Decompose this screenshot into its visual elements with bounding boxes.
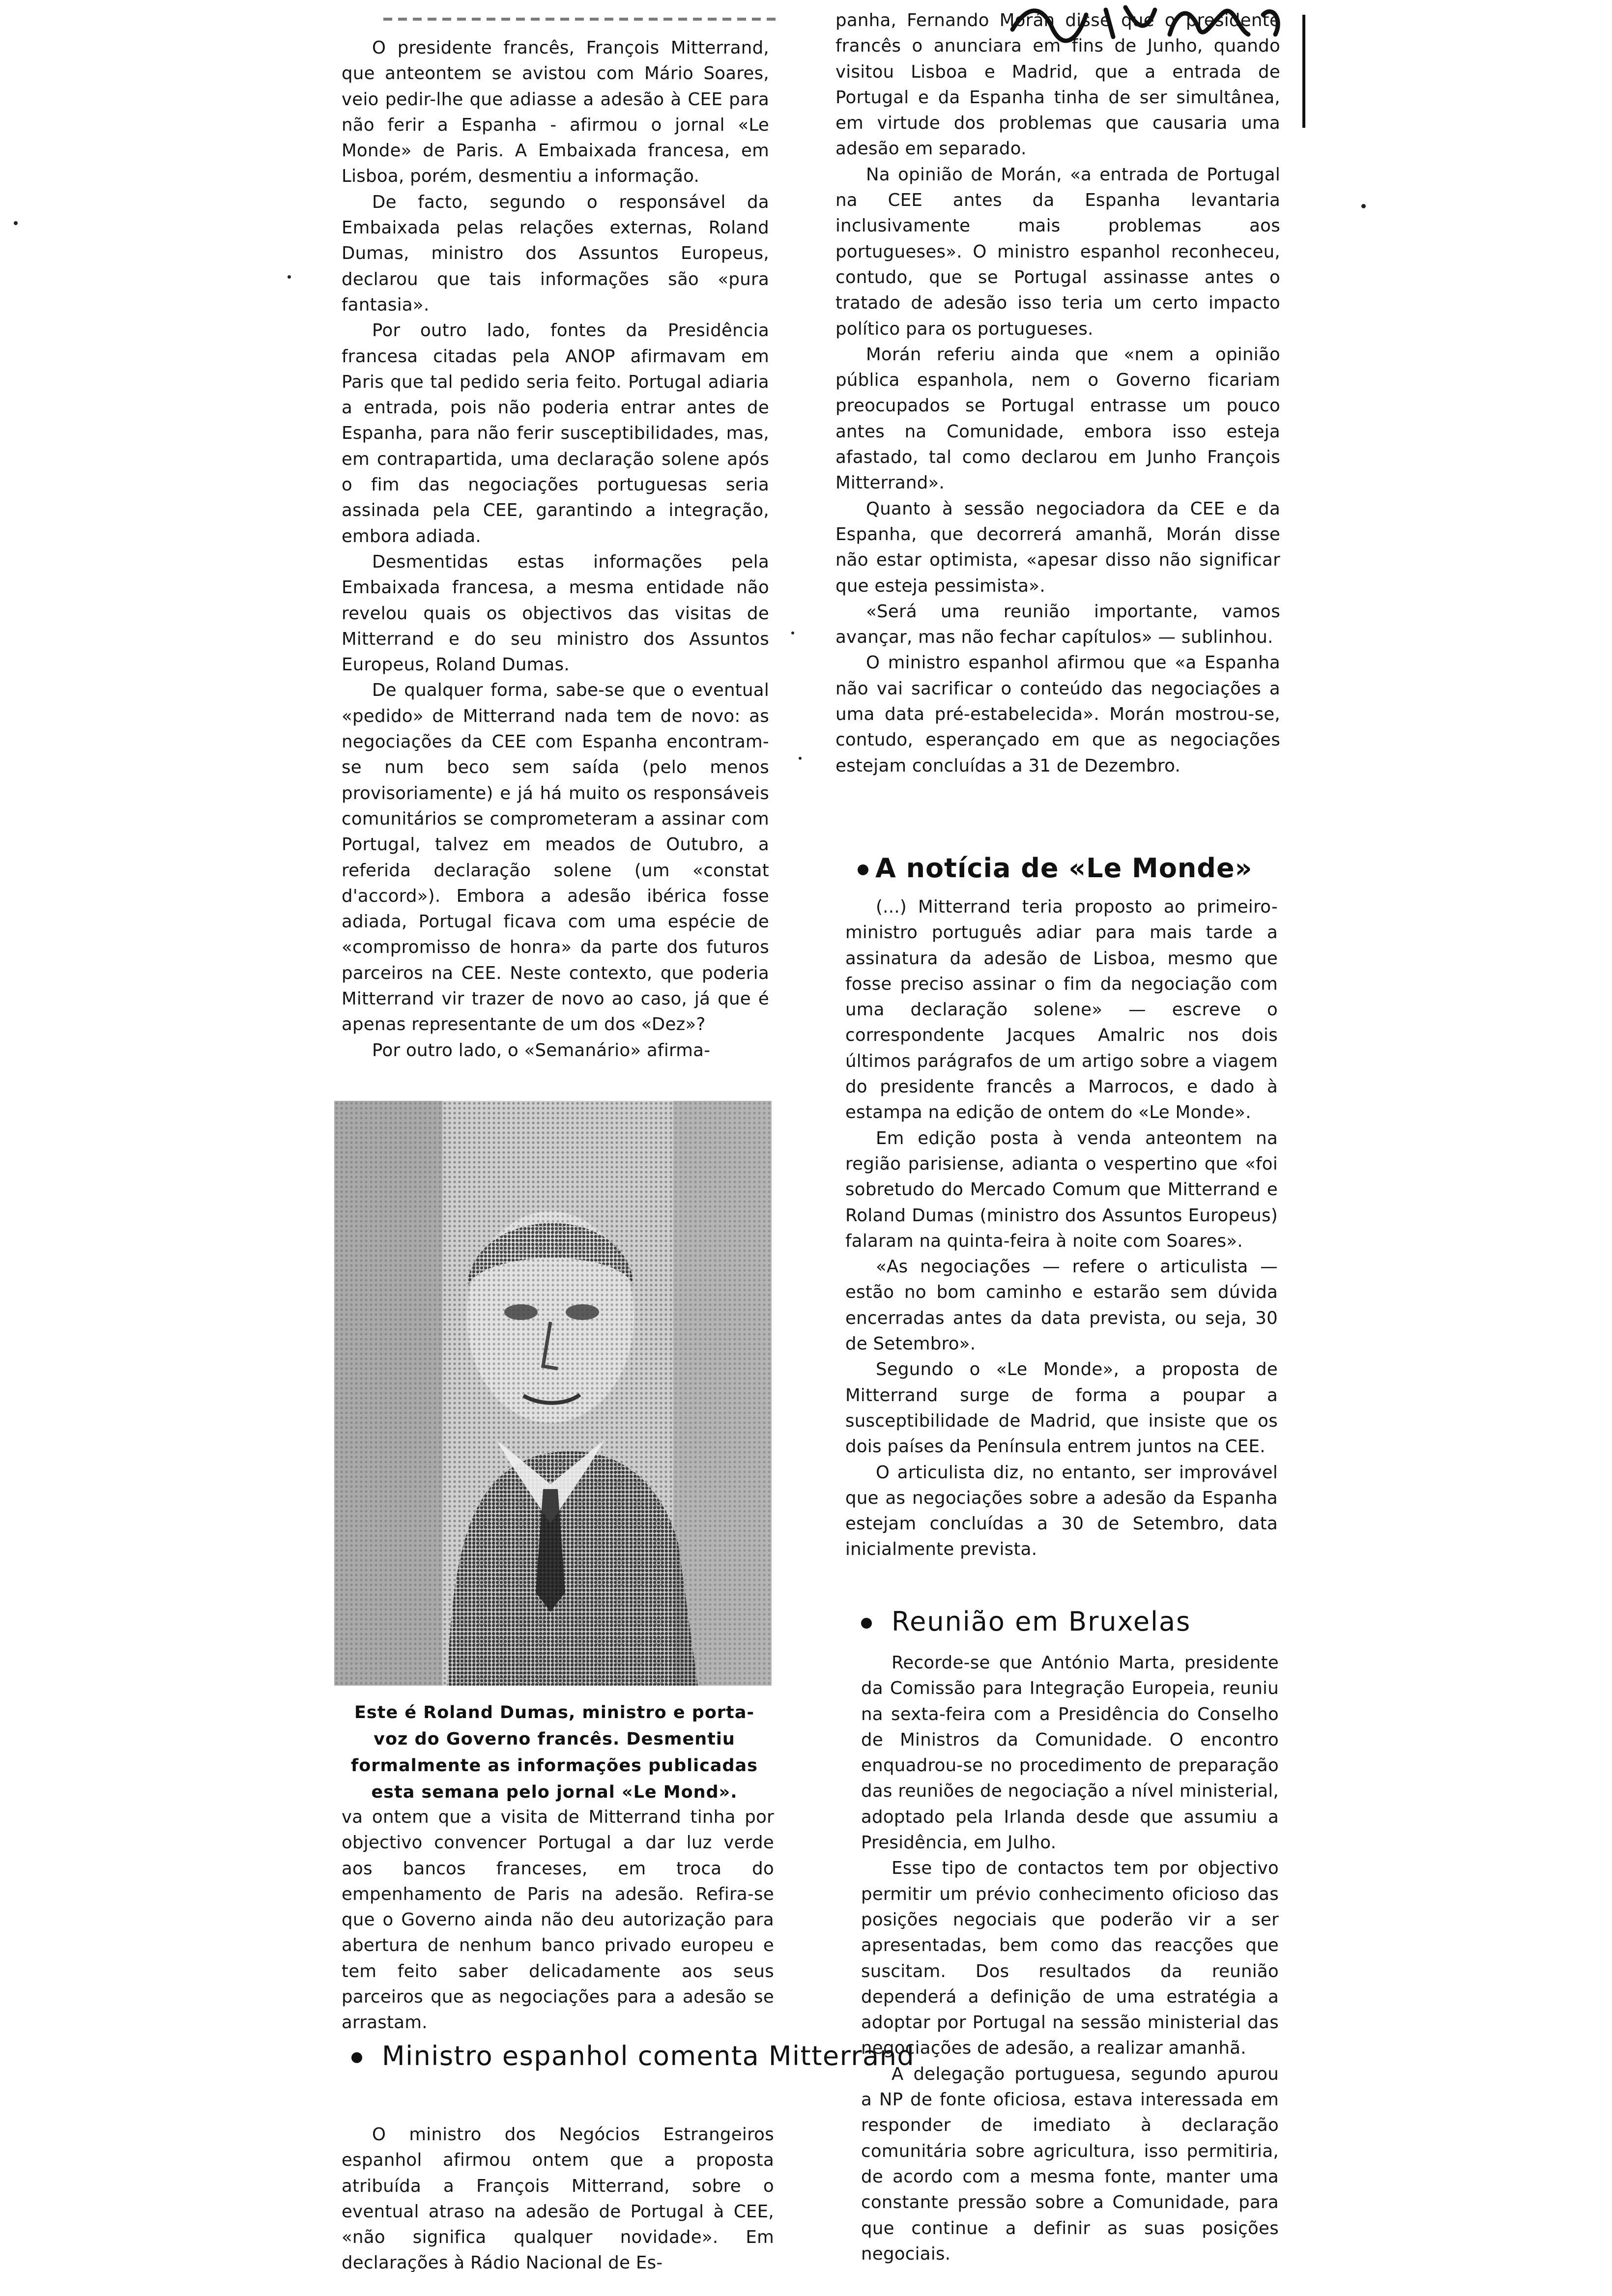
paragraph: Morán referiu ainda que «nem a opinião pública espanhola, nem o Governo ficariam preocupados se Portugal entrasse um pouco antes na Comunidade, embora isso esteja afastado, tal como declarou em Junho François Mitterrand». (835, 344, 1280, 493)
photo-caption: Este é Roland Dumas, ministro e porta-voz do Governo francês. Desmentiu formalmente as informações publicadas esta semana pelo jornal «Le Mond». (350, 1703, 758, 1802)
bullet-icon (858, 864, 868, 875)
paragraph: «As negociações — refere o articulista — estão no bom caminho e estarão sem dúvida encerradas antes da data prevista, ou seja, 30 de Setembro». (845, 1257, 1278, 1354)
right-column-middle (845, 894, 1278, 1563)
subheading-le-monde-text: A notícia de «Le Monde» (875, 853, 1253, 884)
paragraph: Por outro lado, o «Semanário» afirma- (372, 1040, 711, 1061)
paragraph: «Será uma reunião importante, vamos avançar, mas não fechar capítulos» — sublinhou. (835, 601, 1280, 648)
paragraph: Desmentidas estas informações pela Embaixada francesa, a mesma entidade não revelou quais os objectivos das visitas de Mitterrand e do seu ministro dos Assuntos Europeus, Roland Dumas. (342, 551, 769, 675)
scan-speck (288, 275, 291, 279)
right-column-top (835, 8, 1280, 779)
paragraph: Segundo o «Le Monde», a proposta de Mitterrand surge de forma a poupar a susceptibilidade de Madrid, que insiste que os dois países da Península entrem juntos na CEE. (845, 1359, 1278, 1457)
bullet-icon (861, 1618, 872, 1629)
subheading-ministro (351, 2035, 915, 2078)
left-column-ministro (342, 2122, 774, 2276)
paragraph: Em edição posta à venda anteontem na região parisiense, adianta o vespertino que «foi sobretudo do Mercado Comum que Mitterrand e Roland Dumas (ministro dos Assuntos Europeus) falaram na quinta-feira à noite com Soares». (845, 1128, 1278, 1251)
torn-top-rule (383, 18, 777, 21)
paragraph: Recorde-se que António Marta, presidente da Comissão para Integração Europeia, reuniu na sexta-feira com a Presidência do Conselho de Ministros da Comunidade. O encontro enquadrou-se no procedimento de preparação das reuniões de negociação a nível ministerial, adoptado pela Irlanda desde que assumiu a Presidência, em Julho. (861, 1653, 1279, 1853)
paragraph: A delegação portuguesa, segundo apurou a NP de fonte oficiosa, estava interessada em responder de imediato à declaração comunitária sobre agricultura, isso permitiria, de acordo com a mesma fonte, manter uma constante pressão sobre a Comunidade, para que continue a definir as suas posições negociais. (861, 2064, 1279, 2264)
scan-speck (799, 757, 802, 760)
margin-line-mark (1302, 15, 1305, 128)
halftone-portrait (334, 1101, 772, 1686)
paragraph: va ontem que a visita de Mitterrand tinha por objectivo convencer Portugal a dar luz verde aos bancos franceses, em troca do empenhamento de Paris na adesão. Refira-se que o Governo ainda não deu autorização para abertura de nenhum banco privado europeu e tem feito saber delicadamente aos seus parceiros que as negociações para a adesão se arrastam. (342, 1807, 774, 2033)
bullet-icon (351, 2052, 362, 2063)
left-column-bottom (342, 1805, 774, 2036)
subheading-ministro-text: Ministro espanhol comenta Mitterrand (382, 2040, 915, 2071)
paragraph: (...) Mitterrand teria proposto ao primeiro-ministro português adiar para mais tarde a assinatura da adesão de Lisboa, mesmo que fosse preciso assinar o fim da negociação com uma declaração solene» — escreve o correspondente Jacques Amalric nos dois últimos parágrafos de um artigo sobre a viagem do presidente francês a Marrocos, e dado à estampa na edição de ontem do «Le Monde». (845, 897, 1278, 1123)
paragraph: Quanto à sessão negociadora da CEE e da Espanha, que decorrerá amanhã, Morán disse não estar optimista, «apesar disso não significar que esteja pessimista». (835, 498, 1280, 596)
subheading-bruxelas-text: Reunião em Bruxelas (892, 1606, 1191, 1637)
paragraph: O articulista diz, no entanto, ser improvável que as negociações sobre a adesão da Espanha estejam concluídas a 30 de Setembro, data inicialmente prevista. (845, 1462, 1278, 1560)
paragraph: Esse tipo de contactos tem por objectivo permitir um prévio conhecimento oficioso das posições negociais que poderão vir a ser apresentadas, bem como das reacções que suscitam. Dos resultados da reunião dependerá a definição de uma estratégia a adoptar por Portugal na sessão ministerial das negociações de adesão, a realizar amanhã. (861, 1858, 1279, 2059)
scan-speck (14, 221, 18, 225)
paragraph: De facto, segundo o responsável da Embaixada pelas relações externas, Roland Dumas, ministro dos Assuntos Europeus, declarou que tais informações são «pura fantasia». (342, 192, 769, 315)
scan-speck (791, 631, 794, 634)
paragraph: De qualquer forma, sabe-se que o eventual «pedido» de Mitterrand nada tem de novo: as negociações da CEE com Espanha encontram-se num beco sem saída (pelo menos provisoriamente) e já há muito os responsáveis comunitários se comprometeram a assinar com Portugal, talvez em meados de Outubro, a referida declaração solene (um «constat d'accord»). Embora a adesão ibérica fosse adiada, Portugal ficava com uma espécie de «compromisso de honra» da parte dos futuros parceiros na CEE. Neste contexto, que poderia Mitterrand vir trazer de novo ao caso, já que é apenas representante de um dos «Dez»? (342, 680, 769, 1035)
subheading-le-monde (858, 853, 1252, 884)
paragraph: O ministro dos Negócios Estrangeiros espanhol afirmou ontem que a proposta atribuída a François Mitterrand, sobre o eventual atraso na adesão de Portugal à CEE, «não significa qualquer novidade». Em declarações à Rádio Nacional de Es- (342, 2124, 774, 2273)
subheading-bruxelas (861, 1606, 1191, 1637)
paragraph: O presidente francês, François Mitterrand, que anteontem se avistou com Mário Soares, veio pedir-lhe que adiasse a adesão à CEE para não ferir a Espanha - afirmou o jornal «Le Monde» de Paris. A Embaixada francesa, em Lisboa, porém, desmentiu a informação. (342, 38, 769, 187)
paragraph: Na opinião de Morán, «a entrada de Portugal na CEE antes da Espanha levantaria inclusivamente mais problemas aos portugueses». O ministro espanhol reconheceu, contudo, que se Portugal assinasse antes o tratado de adesão isso teria um certo impacto político para os portugueses. (835, 164, 1280, 339)
portrait-photo (334, 1101, 772, 1686)
left-column-top (342, 35, 769, 1063)
right-column-bottom (861, 1650, 1279, 2267)
paragraph: O ministro espanhol afirmou que «a Espanha não vai sacrificar o conteúdo das negociações a uma data pré-estabelecida». Morán mostrou-se, contudo, esperançado em que as negociações estejam concluídas a 31 de Dezembro. (835, 653, 1280, 776)
paragraph: panha, Fernando Morán disse que o presidente francês o anunciara em fins de Junho, quando visitou Lisboa e Madrid, que a entrada de Portugal e da Espanha tinha de ser simultânea, em virtude dos problemas que causaria uma adesão em separado. (835, 10, 1280, 159)
paragraph: Por outro lado, fontes da Presidência francesa citadas pela ANOP afirmavam em Paris que tal pedido seria feito. Portugal adiaria a entrada, pois não poderia entrar antes de Espanha, para não ferir susceptibilidades, mas, em contrapartida, uma declaração solene após o fim das negociações portuguesas seria assinada pela CEE, garantindo a integração, embora adiada. (342, 320, 769, 546)
scan-speck (1361, 204, 1366, 208)
